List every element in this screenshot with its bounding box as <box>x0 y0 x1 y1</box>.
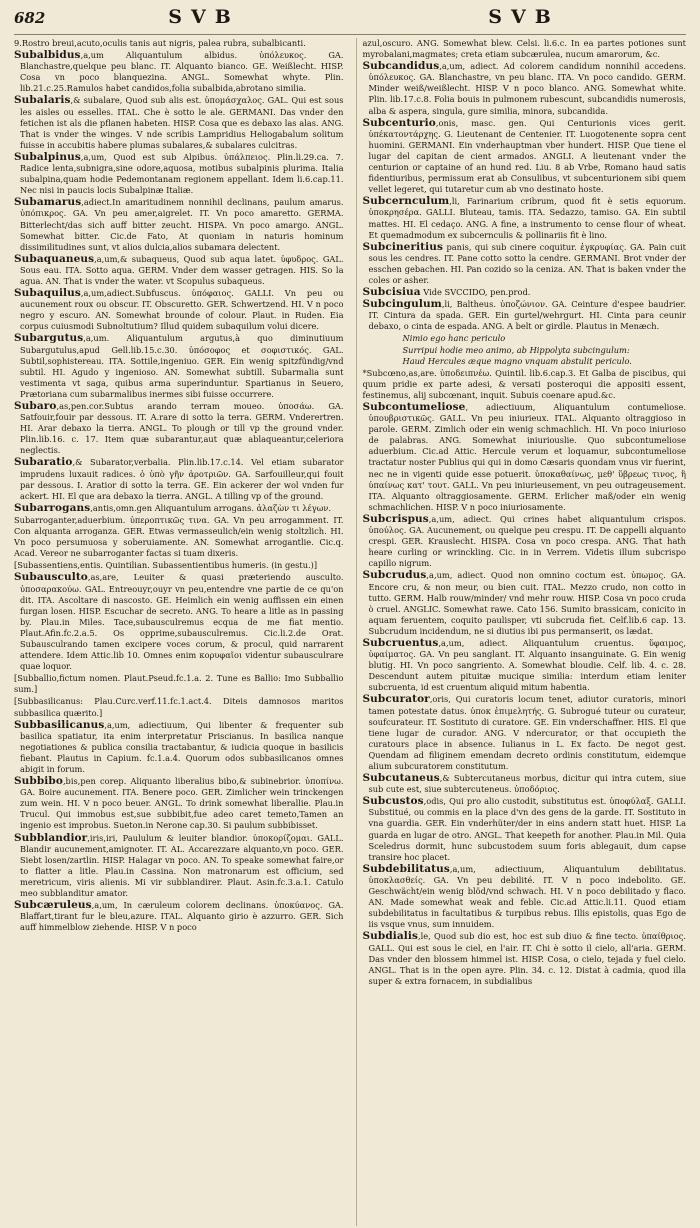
dictionary-entry <box>14 833 344 900</box>
running-head-right: SVB <box>488 6 560 28</box>
running-head-left: SVB <box>168 6 240 28</box>
entry-text: ,onis, masc. gen. Qui Centurionis vices gerit. ὑπέκατοντάρχης. G. Lieutenant de Centenier. IT. Luogotenente sopra cent huomini. GERMANI. Ein vnderhauptman vber hundert. HISP. Que tiene el lugar del capitan de cient armados. ANGLI. A lieutenant vnder the centurion or captaine of an hund red. Liu. 8 ab Vrbe, Romano haud satis fidentiuribus, permissum erat ab Consulibus, vt subcenturionem sibi quem vellet legeret, qui tutaretur cum ab vno destinato hoste. <box>368 117 686 195</box>
entry-text: ,as,are, Leuiter & quasi præteriendo ausculto. ὑποσαρακούω. GAL. Entreouyr,ouyr vn peu,entendre vne partie de ce qu'on dit. ITA. Ascoltare di nascosto. GE. Heimlich ein wenig auffissen ein einen furgan losen. HISP. Escuchar de secreto. ANG. To heare a litle as in passing by. Plau.in Miles. Tace,subausculremus ecqua de me fiat mentio. Plaut.Afin.fc.2.a.5. Os opprime,subausculremus. Cic.li.2.de Orat. Subausculrando tamen excipere voces corum, & procul, quid narrarent attendere. Idem Attic.lib 10. Omnes enim κορυφαῖοι videntur subausculrare quae loquor. <box>20 572 344 672</box>
dictionary-entry <box>14 197 344 252</box>
dictionary-entry <box>363 196 687 240</box>
dictionary-entry <box>363 299 687 332</box>
dictionary-entry <box>14 254 344 287</box>
dictionary-entry <box>14 720 344 775</box>
entry-text: ,a,um,& subaqueus, Quod sub aqua latet. ὑφυδρος. GAL. Sous eau. ITA. Sotto aqua. GERM. Vnder dem wasser getragen. HIS. So la agua. AN. That is vnder the water. vt Scopulus subaqueus. <box>20 253 344 286</box>
dictionary-entry <box>14 288 344 332</box>
entry-headword: Subcurator <box>362 693 430 706</box>
entry-text: panis, qui sub cinere coquitur. ἐγκρυφίας. GA. Pain cuit sous les cendres. IT. Pane cotto sotto la cendre. GERMANI. Brot vnder der esschen gebachen. HI. Pan cozido so la ceniza. AN. That is baken vnder the coles or asher. <box>368 241 686 285</box>
entry-headword: Subcutaneus <box>362 772 440 785</box>
entry-headword: Subcustos <box>362 795 424 808</box>
entry-headword: Subalpinus <box>14 150 81 163</box>
dictionary-entry <box>14 152 344 196</box>
dictionary-entry <box>363 242 687 286</box>
entry-text: ,li, Baltheus. ὑποζώνιον. GA. Ceinture d'espee baudrier. IT. Cintura da spada. GER. Ein gurtel/wehrgurt. HI. Cinta para ceunir debaxo, o cinta de espada. ANG. A belt or girdle. Plautus in Menæch. <box>368 299 686 332</box>
entry-continuation: Subarroganter,aduerbium. ὑπεροπτικῶς τινα. GA. Vn peu arrogamment. IT. Con alquanta arroganza. GER. Etwas vermasseulich/ein wenig stoltzlich. HI. Vn poco persumuosa y soberuiamente. AN. Somewhat arrogantlie. Cic.q. Acad. Vereor ne subarroganter factas si tuam dixeris. <box>14 514 344 559</box>
entry-headword: Subausculto <box>14 571 88 584</box>
entry-headword: Subcontumeliose <box>362 401 466 413</box>
dictionary-entry <box>363 773 687 795</box>
dictionary-entry <box>14 900 344 933</box>
dictionary-entry <box>14 776 344 831</box>
dictionary-entry <box>14 572 344 672</box>
entry-continuation: [Subballio,fictum nomen. Plaut.Pseud.fc.1.a. 2. Tune es Ballio: Imo Subballio sum.] <box>14 673 344 695</box>
entry-text: ,a,um, adiect. Quod non omnino coctum est. ὑπωμος. GA. Encore cru, & non meur, ou bien cuit. ITAL. Mezzo crudo, non cotto in tutto. GERM. Halb rouw/minder/ vnd mehr rouw. HISP. Cosa vn poco cruda ò cruel. ANGLIC. Somewhat rawe. Cato 156. Sumito brassicam, conicito in aquam feruentem, coquito paulisper, vti subcruda fiet. Celf.lib.6 cap. 13. Subcrudum incidendum, ne si diutius ibi pus permanserit, os lædat. <box>368 570 686 636</box>
dictionary-entry <box>363 638 687 693</box>
entry-continuation: azul,oscuro. ANG. Somewhat blew. Celsi. li.6.c. In ea partes potiones sunt myrobalani,magmates; creta etiam subcærulea, nucum amarorum, &c. <box>362 38 686 60</box>
entry-text: ,bis,pen corep. Aliquanto liberalius bibo,& subinebrior. ὑποπίνω. GA. Boire aucunement. ITA. Benere poco. GER. Zimlicher wein trinckengen zum wein. HI. V n poco beuer. ANGL. To drink somewhat liberallie. Plau.in Trucul. Qui immobus est,sue subbibit,fue adeo caret temeto,Tamen an ingenio est improbus. Sueton.in Nerone cap.30. Si paulum subbibisset. <box>20 776 344 831</box>
dictionary-entry <box>363 694 687 772</box>
entry-continuation: [Subbasilicanus: Plau.Curc.verf.11.fc.1.act.4. Diteis damnosos maritos subbasilica quærito.] <box>14 696 344 718</box>
dictionary-entry <box>14 503 344 514</box>
entry-headword: Subcingulum <box>362 298 442 311</box>
entry-headword: Subdebilitatus <box>362 862 450 875</box>
dictionary-entry <box>363 61 687 116</box>
entry-headword: Subdialis <box>362 930 418 943</box>
dictionary-entry <box>363 402 687 513</box>
entry-headword: Subcenturio <box>362 116 436 129</box>
dictionary-entry <box>14 457 344 501</box>
dictionary-entry <box>363 931 687 986</box>
entry-text: ,a,um, In cæruleum colorem declinans. ὑποκύανος. GA. Blaffart,tirant fur le bleu,azure. ITAL. Alquanto girio è azzurro. GER. Sich auff himmelblow ziehende. HISP. V n poco <box>20 900 344 933</box>
entry-headword: Subcandidus <box>362 60 440 73</box>
entry-text: ,iris,iri, Paululum & leuiter blandior. ὑποκορίζομαι. GALL. Blandir aucunement,amignoter. IT. AL. Accarezzare alquanto,vn poco. GER. Siebt losen/zartlin. HISP. Halagar vn poco. AN. To speake somewhat faire,or to flatter a litle. Plau.in Cassina. Non matronarum est officium, sed meretricum, viris alienis. Mi vir subblandirer. Plaut. Asin.fc.3.a.1. Catulo meo subblanditur amator. <box>20 832 344 899</box>
entry-headword: Subamarus <box>14 196 82 209</box>
dictionary-entry <box>14 401 344 456</box>
entry-headword: Subcrudus <box>362 569 427 582</box>
entry-text: , adiectiuum, Aliquantulum contumeliose. ὑπουβριστικῶς. GALL. Vn peu iniurieux. ITAL. Alquanto oltraggioso in parole. GERM. Zimlich oder ein wenig schmachlich. HI. Vn poco iniurioso de palabras. ANG. Somewhat iniuriouslie. Quo subcontumeliose aduerbium. Cic.ad Attic. Hercule verum et loquamur, subcontumeliose tractatur noster Publius qui qui in domo Cæsaris quondam vnus vir fuerint, nec ne in vigenti quide esse potuerit. ὑποκαθαίνως, μεθ' ὕβρεως τινος, ἢ ὑπαίνως κατ' τουτ. GALL. Vn peu iniurieusement, vn peu outrageusement. ITA. Alquanto oltraggiosamente. GERM. Erlicher maß/oder ein wenig schmachlichen. HISP. V n poco iniuriosamente. <box>368 402 686 512</box>
dictionary-entry <box>363 796 687 863</box>
entry-headword: Subblandior <box>14 831 88 844</box>
entry-text: ,li, Farinarium cribrum, quod fit è setis equorum. ὑποκρησέρα. GALLI. Bluteau, tamis. ITA. Sedazzo, tamiso. GA. Ein subtil mattes. HI. El cedaço. ANG. A fine, a instrumento to cense flour of wheat. Et quemadmodum ex subcernculis & pollinariis fit è lino. <box>368 196 686 240</box>
entry-headword: Subcineritius <box>362 240 443 253</box>
dictionary-entry <box>363 118 687 196</box>
entry-text: ,a,um, adiect. Qui crines habet aliquantulum crispos. ὑπούλος. GA. Aucunement, ou quelque peu crespu. IT. De cappelli alquanto crespi. GER. Krauslecht. HISPA. Cosa vn poco crespa. ANG. That hath heare curling or wrinckling. Cic. in in Verrem. Videtis illum subcrispo capillo nigrum. <box>368 513 686 569</box>
entry-headword: Subbasilicanus <box>14 718 105 731</box>
entry-headword: Subaquilus <box>14 287 81 300</box>
entry-text: ,& subalare, Quod sub alis est. ὑπομάσχαλος. GAL. Qui est sous les aisles ou esselles. ITAL. Che è sotto le ale. GERMANI. Das vnder den fetichen ist als die pflanen habeten. HISP. Cosa que es debaxo las alas. ANG. That is vnder the winges. V nde scribis Lampridius Heliogabalum solitum fuisse in accubitis habere plumas subalares,& subalares culcitras. <box>20 95 344 150</box>
entry-text: ,a,um, adiectiuum, Aliquantulum debilitatus. ὑποκλασθείς. GA. Vn peu debilité. IT. V n poco indebolito. GE. Geschwächt/ein wenig blöd/vnd schwach. HI. V n poco debilitado y flaco. AN. Made somewhat weak and feble. Cic.ad Attic.li.11. Quod etiam subdebilitatus in facultatibus & turpibus rebus. Illis epistolis, quas Ego de iis vsque vnus, sum innuidem. <box>368 863 686 930</box>
page-number: 682 <box>14 9 46 27</box>
dictionary-entry <box>363 570 687 637</box>
left-column <box>14 38 344 1226</box>
entry-headword: Subalaris <box>14 94 71 107</box>
dictionary-entry <box>14 333 344 400</box>
entry-headword: Subarrogans <box>14 501 91 514</box>
entry-headword: Subaro <box>14 400 57 412</box>
entry-text: Vide SVCCIDO, pen.prod. <box>420 287 531 298</box>
entry-text: ,a,um, Quod est sub Alpibus. ὑπάλπειος. Plin.li.29.ca. 7. Radice lenta,subnigra,sine odore,aquosa, motibus subalpinis plurima. Italia subalpina,quam hodie Pedemontanam regionem appellant. Idem li.6.cap.11. Nec nisi in paucis locis Subalpinæ Italiæ. <box>20 151 344 196</box>
entry-text: ,as,pen.cor.Subtus arando terram moueo. ὑποσάω. GA. Satfouir,fouir par dessous. IT. A.rare di sotto la terra. GERM. Vnderertren. HI. Arar debaxo la tierra. ANGL. To plough or till vp the ground vnder. Plin.lib.16. c. 17. Item quæ subarantur,aut quæ ablaqueantur,celeriora neglectis. <box>20 401 344 456</box>
entry-text: ,a,um, adiect. Ad colorem candidum nonnihil accedens. ὑπόλευκος. GA. Blanchastre, vn peu blanc. ITA. Vn poco candido. GERM. Minder weiß/weißlecht. HISP. V n poco blanco. ANG. Somewhat white. Plin. lib.17.c.8. Folia bouis in pulmonem rubescunt, subcandidis numerosis, alba & aspera, singula, gure similia, minora, subcandida. <box>368 61 686 116</box>
entry-text: ,adiect.In amaritudinem nonnihil declinans, paulum amarus. ὑπόπικρος. GA. Vn peu amer,aigrelet. IT. Vn poco amaretto. GERMA. Bitterlecht/das sich auff bitter zeucht. HISPA. Vn poco amargo. ANGL. Somewhat bitter. Cic.de Fato, At quoniam in naturis hominum dissimilitudines sunt, vt alios dulcia,alios subamara delectent. <box>20 197 344 252</box>
entry-text: ,a,um, adiect. Aliquantulum cruentus. ὕφαιμος, ὑφαίματος. GA. Vn peu sanglant. IT. Alquanto insanguinate. G. Ein wenig blutig. HI. Vn poco sangriento. A. Somewhat bloudie. Celf. lib. 4. c. 28. Descendunt autem pituitæ mucique similia: interdum etiam leniter subcruenta, id est cruentum aliquid mitum habentia. <box>368 637 686 693</box>
right-column <box>356 38 687 1226</box>
entry-headword: Subcisiua <box>362 286 421 299</box>
verse-quotation: Nimio ego hanc periculo Surripui hodie meo animo, ab Hippolyta subcingulum: Haud Hercules æque magno vnquam abstulit periculo. <box>402 333 632 366</box>
entry-headword: Subcruentus <box>362 636 439 649</box>
text-columns <box>14 35 686 1226</box>
entry-text: ,le, Quod sub dio est, hoc est sub diuo & fine tecto. ὑπαίθριος. GALL. Qui est sous le ciel, en l'air. IT. Chi è sotto il cielo, all'aria. GERM. Das vnder den blossem himmel ist. HISP. Cosa, o cielo, tejada y fuel cielo. ANGL. That is in the open ayre. Plin. 34. c. 12. Distat à cadmia, quod illa super & extra fornacem, in subdialibus <box>368 931 686 986</box>
entry-headword: Subbibo <box>14 775 63 788</box>
entry-headword: Subaratio <box>14 456 73 469</box>
entry-continuation: 9.Rostro breui,acuto,oculis tanis aut nigris, palea rubra, subalbicanti. <box>14 38 306 48</box>
entry-text: ,a,um, adiectiuum, Qui libenter & frequenter sub basilica spatiatur, ita enim interpretatur Priscianus. In basilica nanque negotiationes & publica consilia tractabantur, & iudicia quoque in basilicis fiebant. Plautus in Capium. fc.1.a.4. Quorum odos subbasilicanos omnes abigit in forum. <box>20 719 344 774</box>
entry-headword: Subcrispus <box>362 512 429 525</box>
dictionary-entry <box>14 95 344 150</box>
entry-continuation: *Subcœno,as,are. ὑποδειπνέω. Quintil. lib.6.cap.3. Et Galba de piscibus, qui quum pridie ex parte adesi, & versati posteroqui die appositi essent, festinemus, alij subcœnant, inquit. Subuis coenare apud.&c. <box>362 367 686 400</box>
entry-headword: Subargutus <box>14 332 84 345</box>
entry-text: ,a,um Aliquantulum albidus. ὑπόλευκος. GA. Blanchastre,quelque peu blanc. IT. Alquanto bianco. GE. Weißlecht. HISP. Cosa vn poco blanquezina. ANGL. Somewhat whyte. Plin. lib.21.c.25.Ramulos habet candidos,folia subalbida,abrotano similia. <box>20 50 344 94</box>
entry-continuation: [Subassentiens,entis. Quintilian. Subassentientibus humeris. (in gestu.)] <box>14 560 318 571</box>
entry-headword: Subalbidus <box>14 49 81 62</box>
entry-text: ,antis,omn.gen Aliquantulum arrogans. ἀλαζὼν τι λέγων. <box>90 502 332 513</box>
dictionary-entry <box>363 287 687 298</box>
entry-text: ,& Subtercutaneus morbus, dicitur qui intra cutem, siue sub cute est, siue subtercuteneus. ὑποδόριος. <box>368 773 686 795</box>
entry-text: ,odis, Qui pro alio custodit, substitutus est. ὑποφύλαξ. GALLI. Substitué, ou commis en la place d'vn des gens de la garde. IT. Sostituto in vna guardia. GER. Ein vnderhüter/der in eins andern statt huet. HISP. La guarda en lugar de otro. ANGL. That keepeth for another. Plau.in Mil. Quia Sceledrus dormit, hunc subcustodem suum foris ablegauit, dum capse transire hoc placet. <box>368 796 686 862</box>
dictionary-entry <box>14 50 344 94</box>
entry-headword: Subcæruleus <box>14 899 92 912</box>
dictionary-entry <box>363 514 687 569</box>
entry-headword: Subcernculum <box>362 195 450 208</box>
entry-headword: Subaquaneus <box>14 252 95 265</box>
entry-text: ,a,um. Aliquantulum argutus,à quo diminutiuum Subargutulus,apud Gell.lib.15.c.30. ὑπόσοφος et σοφιστικός. GAL. Subtil,sophistereau. ITA. Sottile,ingeniuo. GER. Ein wenig spitzfündig/vnd subtil. HI. Agudo y ingenioso. AN. Somewhat subtill. Subarmalia sunt vestimenta vt saga, quibus arma superinduntur. Spartianus in Seuero, Prætoriana cum subarmalibus inermes sibi fuisse occurrere. <box>20 333 344 399</box>
dictionary-entry <box>363 864 687 931</box>
entry-text: ,a,um,adiect.Subfuscus. ὑπόφαιος. GALLI. Vn peu ou aucunement roux ou obscur. IT. Obscuretto. GER. Schwertzend. HI. V n poco negro y escuro. AN. Somewhat brounde of colour. Plaut. in Ruden. Eia corpus cuiusmodi Subnoltutium? Illud quidem subaquilum volui dicere. <box>20 288 344 332</box>
running-head <box>14 6 686 35</box>
entry-text: ,& Subarator,verbalia. Plin.lib.17.c.14. Vel etiam subarator imprudens luxauit radices. ὁ ὑπὸ γῆν ἀροτριῶν. GA. Sarfouilleur,qui fouit par dessous. I. Aratior di sotto la terra. GE. Ein ackerer der wol vnden fur ackert. HI. El que ara debaxo la tierra. ANGL. A tilling vp of the ground. <box>20 457 344 501</box>
entry-text: ,oris, Qui curatoris locum tenet, adiutor curatoris, minori tamen potestate datus. ὑποκ ἐπιμελητής. G. Subrogué tuteur ou curateur, soufcurateur. IT. Sostituto di curatore. GE. Ein vnderschaffner. HIS. El que tiene lugar de curador. ANG. V ndercurator, or that occupieth the curatours place in absence. Iulianus in L. Ex facto. De negot gest. Quendam ad filiginem emendam decreto ordinis constitutum, eidemque alium subcuratorem constitutum. <box>368 694 686 771</box>
